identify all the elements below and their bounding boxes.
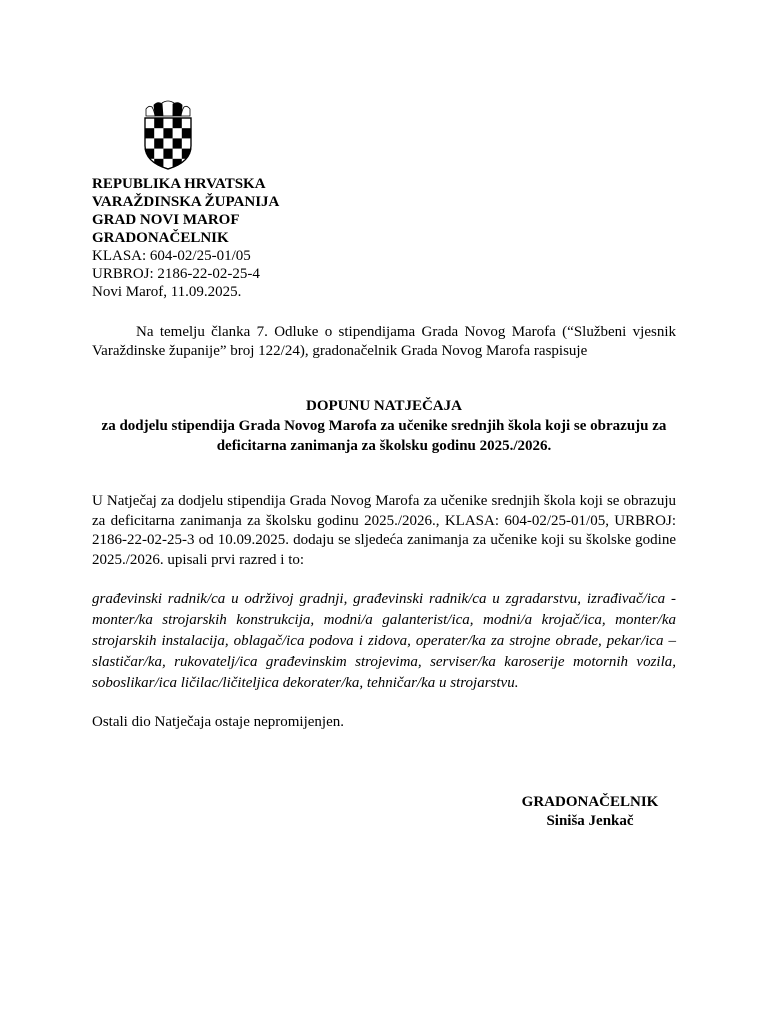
header-city: GRAD NOVI MAROF [92, 212, 240, 228]
croatian-coat-of-arms-icon [142, 100, 194, 170]
signature-block [500, 793, 680, 831]
header-place-date: Novi Marof, 11.09.2025. [92, 284, 242, 300]
intro-paragraph [92, 323, 676, 361]
header-klasa: KLASA: 604-02/25-01/05 [92, 248, 251, 264]
document-title [88, 396, 680, 456]
closing-statement: Ostali dio Natječaja ostaje nepromijenjen. [92, 714, 344, 730]
body-paragraph: U Natječaj za dodjelu stipendija Grada Novog Marofa za učenike srednjih škola koji se obrazuju za deficitarna zanimanja za školsku godinu 2025./2026., KLASA: 604-02/25-01/05, URBROJ: 2186-22-02-25-3 od 10.09.2025. dodaju se sljedeća zanimanja za učenike koji su školske godine 2025./2026. upisali prvi razred i to: [92, 493, 676, 568]
header-country: REPUBLIKA HRVATSKA [92, 176, 266, 192]
title-subtitle: za dodjelu stipendija Grada Novog Marofa za učenike srednjih škola koji se obrazuju za deficitarna zanimanja za školsku godinu 2025./2026. [101, 418, 667, 454]
signature-name: Siniša Jenkač [546, 813, 634, 829]
intro-text: Na temelju članka 7. Odluke o stipendijama Grada Novog Marofa (“Službeni vjesnik Varaždinske županije” broj 122/24), gradonačelnik Grada Novog Marofa raspisuje [92, 324, 676, 359]
letterhead [92, 175, 279, 301]
header-urbroj: URBROJ: 2186-22-02-25-4 [92, 266, 260, 282]
occupations-list: građevinski radnik/ca u održivoj gradnji, građevinski radnik/ca u zgradarstvu, izrađivač/ica - monter/ka strojarskih konstrukcija, modni/a galanterist/ica, modni/a krojač/ica, monter/ka strojarskih instalacija, oblagač/ica podova i zidova, operater/ka za strojne obrade, pekar/ica – slastičar/ka, rukovatelj/ica građevinskim strojevima, serviser/ka karoserije motornih vozila, soboslikar/ica ličilac/ličiteljica dekorater/ka, tehničar/ka u strojarstvu. [92, 591, 676, 691]
signature-role: GRADONAČELNIK [521, 794, 659, 810]
header-county: VARAŽDINSKA ŽUPANIJA [92, 194, 280, 210]
title-main: DOPUNU NATJEČAJA [306, 398, 462, 414]
header-office: GRADONAČELNIK [92, 230, 229, 246]
